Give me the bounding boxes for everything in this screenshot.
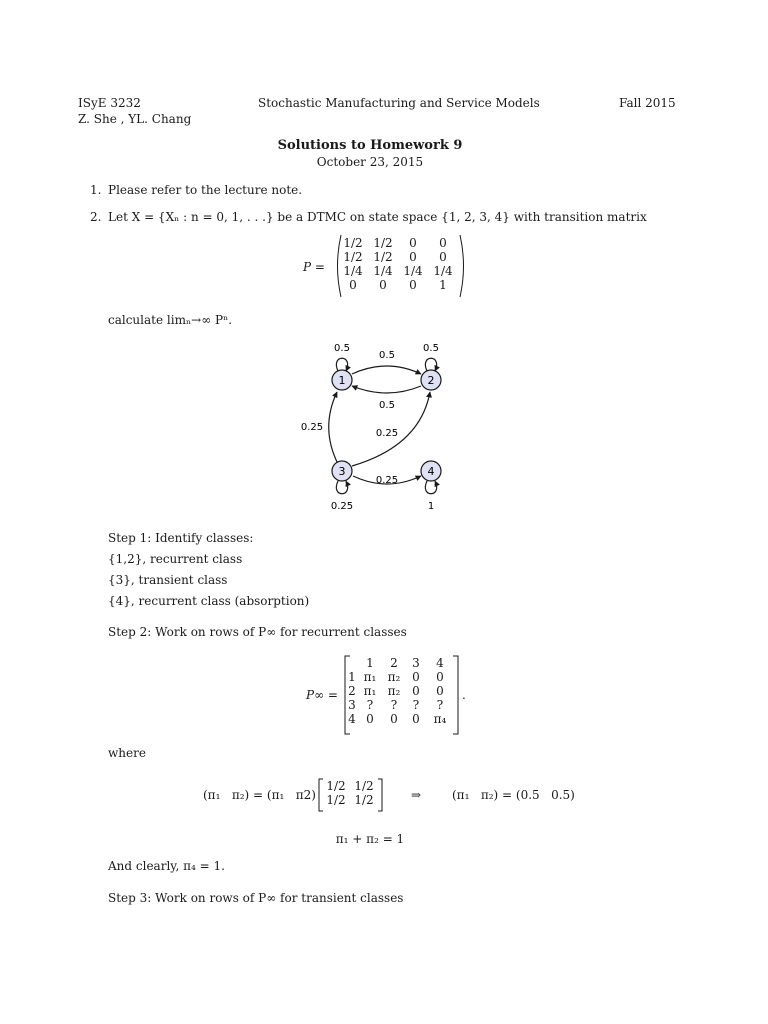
date: October 23, 2015 [316, 155, 424, 169]
matrix-cell: ? [366, 698, 374, 712]
period: . [462, 688, 466, 702]
matrix-p [338, 236, 458, 292]
matrix-cell: 0 [439, 250, 447, 264]
edge-self-3 [336, 481, 347, 494]
implies-arrow: ⇒ [411, 788, 422, 802]
matrix-cell: 0 [436, 670, 444, 684]
sum-equation: π₁ + π₂ = 1 [335, 832, 405, 846]
matrix-cell: 1/4 [343, 264, 363, 278]
matrix-cell: 0 [436, 684, 444, 698]
matrix-cell: 0 [409, 236, 417, 250]
matrix-cell: 0 [349, 278, 357, 292]
matrix-header-cell: 3 [412, 656, 420, 670]
eq-matrix [322, 779, 378, 807]
matrix-header-cell [347, 656, 357, 670]
matrix-cell: 1/2 [326, 793, 346, 807]
label-3-2: 0.25 [375, 428, 399, 439]
node-3-label: 3 [338, 465, 346, 478]
matrix-cell: 0 [409, 250, 417, 264]
item-2-number: 2. [90, 210, 102, 224]
matrix-cell: π₂ [387, 670, 401, 684]
matrix-cell: ? [436, 698, 444, 712]
matrix-cell: 1/2 [373, 236, 393, 250]
label-2-1: 0.5 [379, 400, 395, 411]
matrix-cell: 0 [412, 684, 420, 698]
matrix-cell: 2 [348, 684, 356, 698]
matrix-cell: 4 [348, 712, 356, 726]
label-3-4: 0.25 [375, 475, 399, 486]
item-1-number: 1. [90, 183, 102, 197]
edge-self-4 [425, 481, 436, 494]
step1-line1: {1,2}, recurrent class [108, 552, 243, 566]
matrix-cell: 0 [412, 670, 420, 684]
label-1-2: 0.5 [379, 350, 395, 361]
matrix-cell: 1/2 [354, 793, 374, 807]
node-1-label: 1 [338, 374, 346, 387]
calculate-text: calculate limₙ→∞ Pⁿ. [108, 313, 233, 327]
matrix-cell: π₁ [363, 684, 377, 698]
matrix-cell: 1/4 [433, 264, 453, 278]
edge-1-2 [352, 366, 421, 374]
label-self-3: 0.25 [330, 501, 354, 512]
label-self-4: 1 [427, 501, 435, 512]
matrix-cell: 1 [439, 278, 447, 292]
p-inf-label: P∞ = [306, 688, 338, 702]
matrix-cell: 1/2 [343, 236, 363, 250]
edge-3-1 [329, 392, 338, 464]
edge-self-1 [336, 358, 347, 371]
node-2-label: 2 [427, 374, 435, 387]
step2-heading: Step 2: Work on rows of P∞ for recurrent classes [108, 625, 407, 639]
step1-line3: {4}, recurrent class (absorption) [108, 594, 310, 608]
where-text: where [108, 746, 146, 760]
matrix-cell: 1/4 [373, 264, 393, 278]
edge-self-2 [425, 358, 436, 371]
matrix-header-cell: 4 [436, 656, 444, 670]
matrix-header-cell: 2 [390, 656, 398, 670]
matrix-cell: 1/2 [326, 779, 346, 793]
label-3-1: 0.25 [300, 422, 324, 433]
clearly-text: And clearly, π₄ = 1. [108, 859, 225, 873]
step1-heading: Step 1: Identify classes: [108, 531, 254, 545]
state-diagram [280, 336, 470, 516]
term: Fall 2015 [619, 96, 676, 110]
matrix-cell: π₄ [433, 712, 447, 726]
matrix-cell: 1/2 [354, 779, 374, 793]
matrix-cell: 0 [390, 712, 398, 726]
step1-line2: {3}, transient class [108, 573, 228, 587]
item-2-text: Let X = {Xₙ : n = 0, 1, . . .} be a DTMC on state space {1, 2, 3, 4} with transition matrix [108, 210, 647, 224]
matrix-cell: 1 [348, 670, 356, 684]
matrix-cell: ? [390, 698, 398, 712]
right-bracket [452, 655, 460, 735]
matrix-cell: 0 [379, 278, 387, 292]
step3-heading: Step 3: Work on rows of P∞ for transient classes [108, 891, 404, 905]
matrix-cell: 0 [409, 278, 417, 292]
node-4-label: 4 [427, 465, 435, 478]
course-title: Stochastic Manufacturing and Service Models [258, 96, 540, 110]
matrix-cell: 1/4 [403, 264, 423, 278]
matrix-cell: 1/2 [343, 250, 363, 264]
matrix-cell: ? [412, 698, 420, 712]
edge-2-1 [352, 386, 421, 393]
page-title: Solutions to Homework 9 [277, 138, 463, 153]
label-self-2: 0.5 [423, 343, 439, 354]
label-self-1: 0.5 [334, 343, 350, 354]
matrix-cell: 1/2 [373, 250, 393, 264]
stationary-equation-lhs: (π₁ π₂) = (π₁ π2) [203, 788, 316, 802]
matrix-p-inf [347, 656, 453, 726]
matrix-cell: 0 [366, 712, 374, 726]
eq-right-bracket [377, 778, 383, 812]
matrix-cell: 0 [439, 236, 447, 250]
matrix-cell: π₂ [387, 684, 401, 698]
matrix-cell: 3 [348, 698, 356, 712]
stationary-result: (π₁ π₂) = (0.5 0.5) [452, 788, 575, 802]
matrix-cell: 0 [412, 712, 420, 726]
matrix-cell: π₁ [363, 670, 377, 684]
course-number: ISyE 3232 [78, 96, 141, 110]
authors: Z. She , YL. Chang [78, 112, 192, 126]
matrix-header-cell: 1 [366, 656, 374, 670]
matrix-p-label: P = [303, 260, 325, 274]
item-1-text: Please refer to the lecture note. [108, 183, 303, 197]
right-paren [458, 234, 468, 298]
